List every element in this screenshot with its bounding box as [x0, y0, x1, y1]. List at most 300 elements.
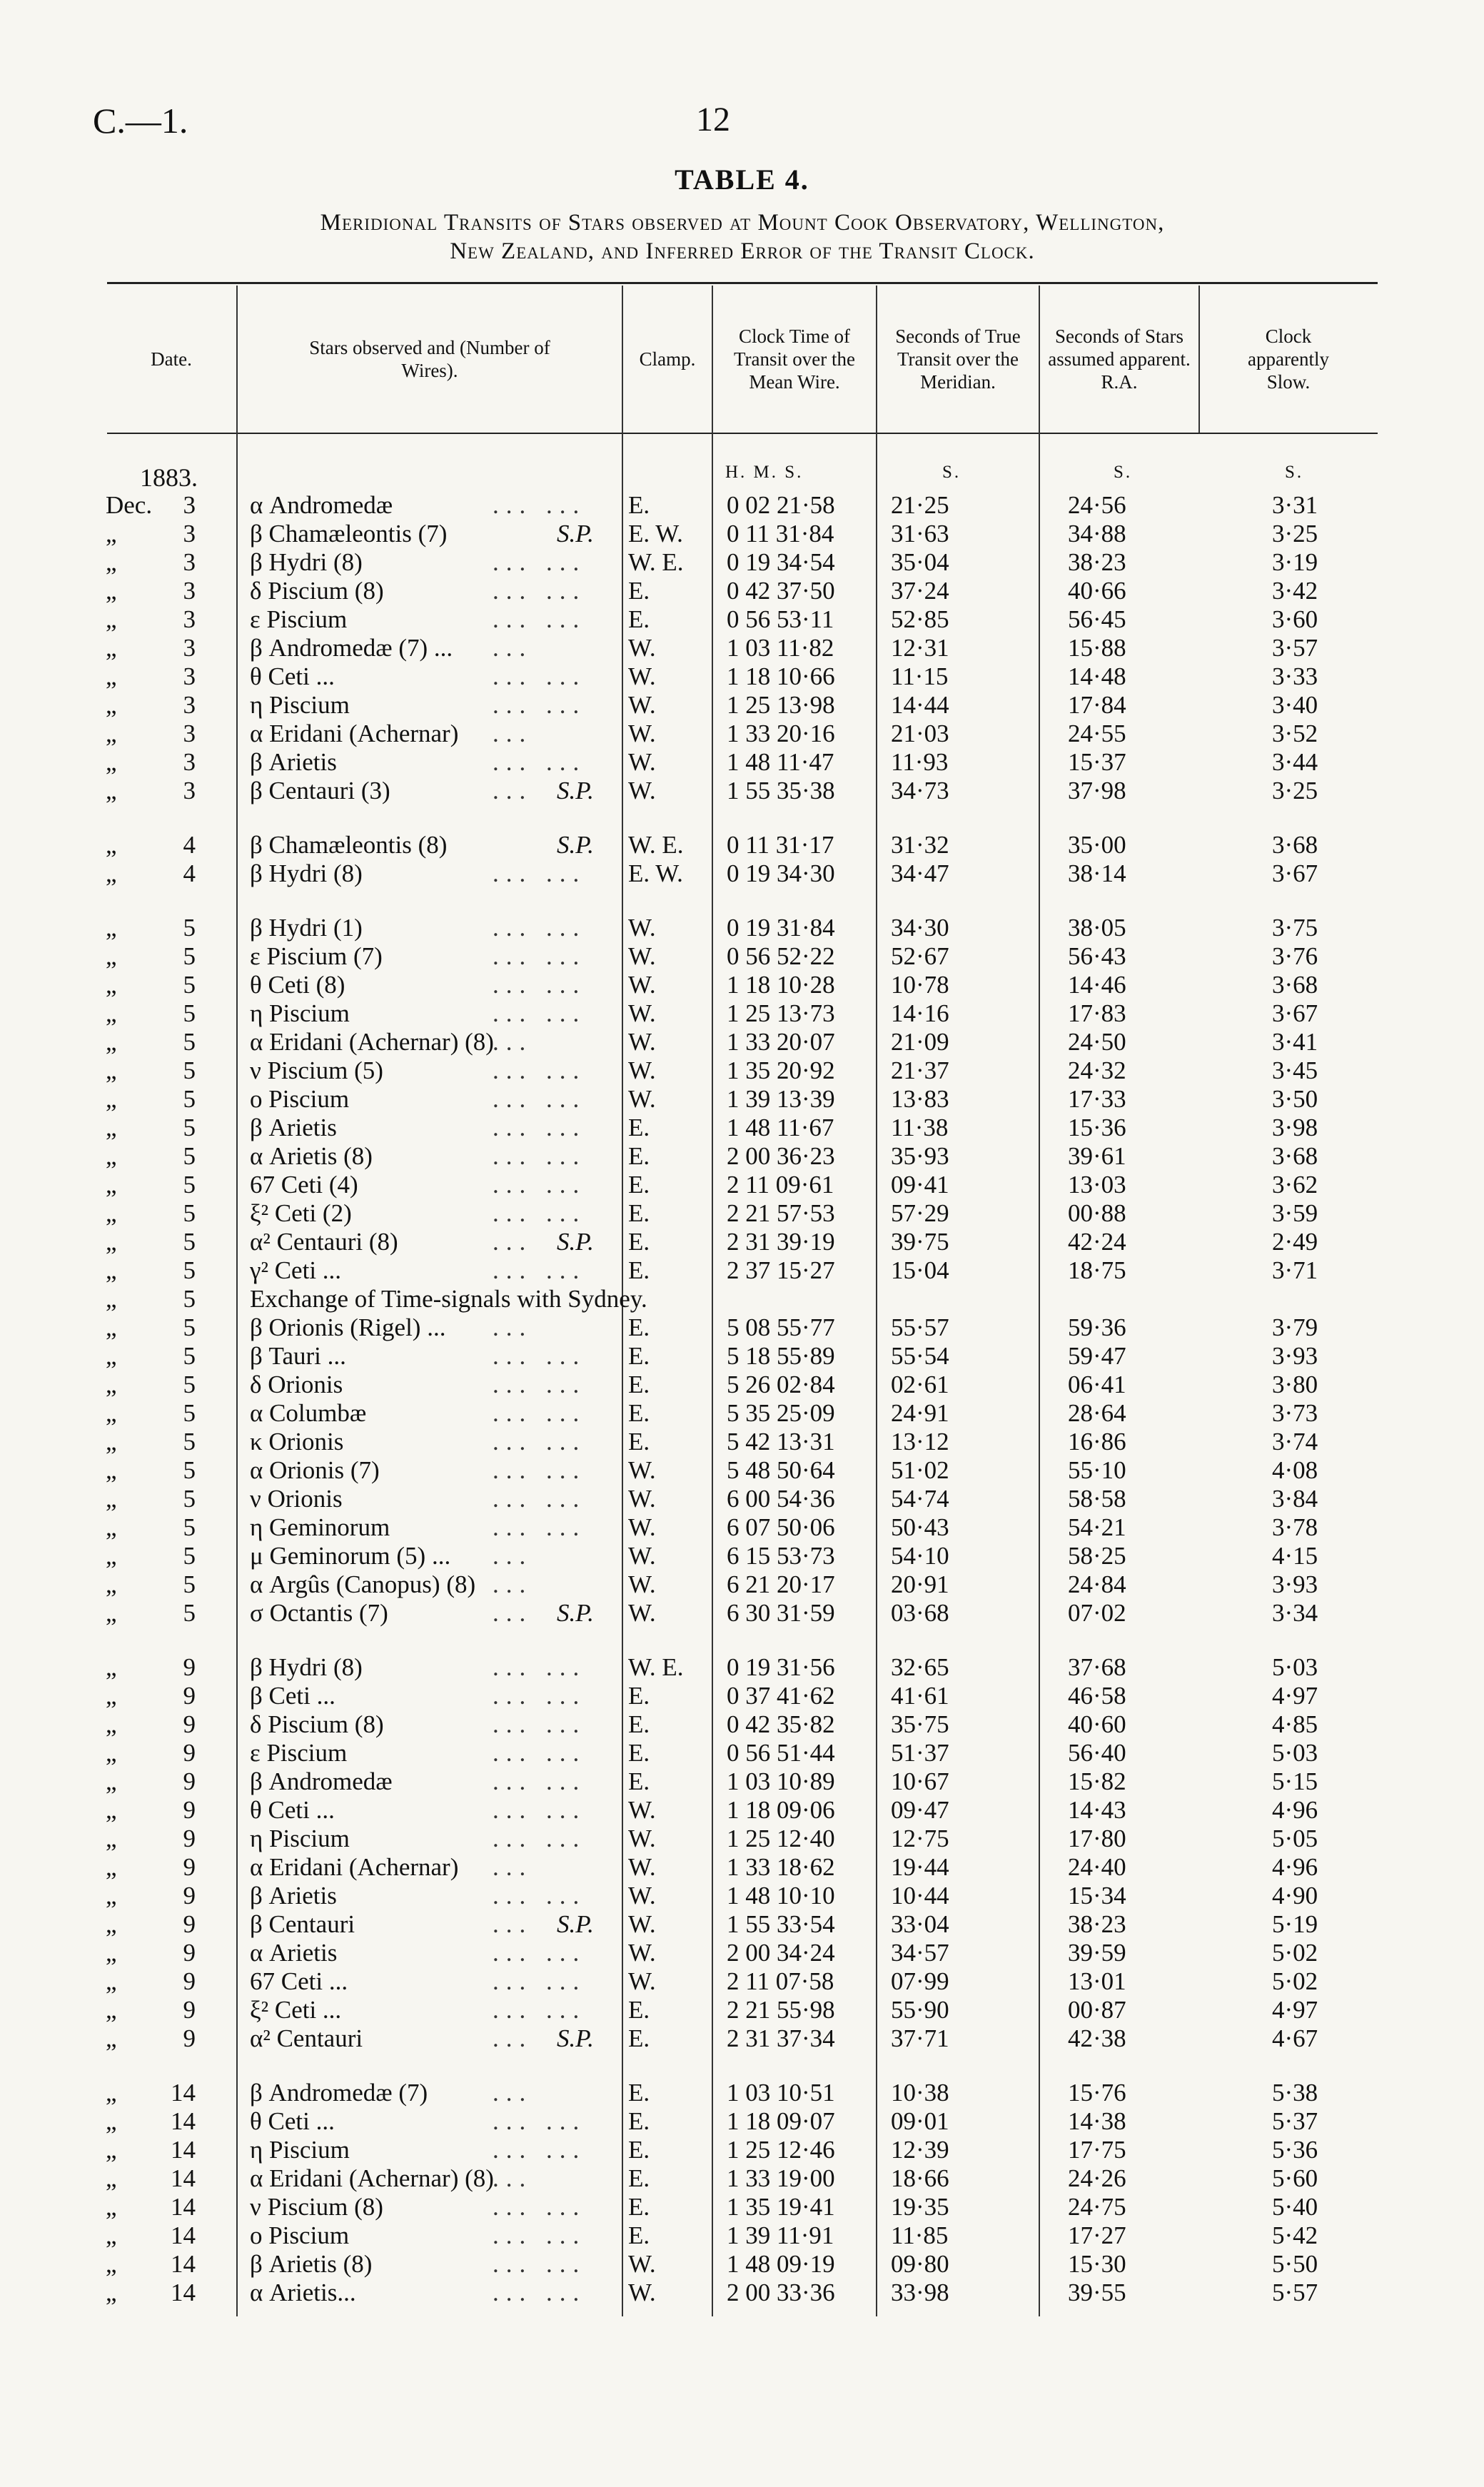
row-star: β Arietis — [250, 1882, 337, 1910]
row-day: 9 — [183, 1967, 196, 1995]
row-clock-slow: 3·41 — [1272, 1028, 1318, 1056]
row-clock-time: 1 25 13·98 — [727, 691, 835, 719]
table-title: TABLE 4. — [675, 163, 809, 196]
row-star: β Arietis — [250, 1114, 337, 1141]
row-clamp: E. — [628, 1399, 650, 1427]
row-day: 5 — [183, 1599, 196, 1627]
table-row — [0, 2193, 1484, 2221]
units-slow: S. — [1285, 463, 1304, 482]
row-clamp: W. — [628, 1542, 656, 1570]
row-month: Dec. — [106, 491, 153, 519]
table-header-rule — [107, 433, 1378, 434]
row-clamp: E. — [628, 491, 650, 519]
row-day: 5 — [183, 1256, 196, 1284]
row-clamp: E. — [628, 1710, 650, 1738]
row-clock-slow: 3·44 — [1272, 748, 1318, 776]
row-clock-slow: 4·85 — [1272, 1710, 1318, 1738]
row-clamp: E. W. — [628, 520, 683, 548]
row-assumed-ra: 28·64 — [1068, 1399, 1126, 1427]
row-month: „ — [106, 1285, 117, 1313]
row-true-transit: 21·37 — [891, 1056, 949, 1084]
row-month: „ — [106, 1825, 117, 1852]
row-clock-time: 1 18 09·06 — [727, 1796, 835, 1824]
row-month: „ — [106, 1853, 117, 1881]
row-leader-dots: ... ... — [493, 1142, 587, 1170]
row-day: 5 — [183, 1513, 196, 1541]
row-leader-dots: ... ... — [493, 691, 587, 719]
row-clock-time: 2 37 15·27 — [727, 1256, 835, 1284]
row-day: 3 — [183, 662, 196, 690]
row-clamp: W. — [628, 2250, 656, 2278]
table-row — [0, 859, 1484, 888]
row-clock-time: 2 31 37·34 — [727, 2024, 835, 2052]
table-row — [0, 971, 1484, 999]
table-row — [0, 2250, 1484, 2279]
row-day: 5 — [183, 1028, 196, 1056]
row-leader-dots: ... ... — [493, 1882, 587, 1910]
row-leader-dots: ... ... — [493, 1682, 587, 1710]
row-clamp: W. — [628, 1882, 656, 1910]
row-star: η Geminorum — [250, 1513, 390, 1541]
row-leader-dots: ... — [493, 1028, 533, 1056]
row-star: α Eridani (Achernar) (8) — [250, 2164, 494, 2192]
row-clamp: W. — [628, 2279, 656, 2306]
row-clock-slow: 3·31 — [1272, 491, 1318, 519]
row-month: „ — [106, 1085, 117, 1113]
row-clamp: W. — [628, 1570, 656, 1598]
row-clock-slow: 3·74 — [1272, 1428, 1318, 1456]
row-true-transit: 50·43 — [891, 1513, 949, 1541]
row-star: θ Ceti ... — [250, 2107, 335, 2135]
row-day: 14 — [171, 2193, 196, 2221]
row-clock-slow: 3·45 — [1272, 1056, 1318, 1084]
row-month: „ — [106, 577, 117, 605]
row-clock-time: 0 19 34·30 — [727, 859, 835, 887]
table-row — [0, 1653, 1484, 1682]
row-true-transit: 11·15 — [891, 662, 949, 690]
row-clock-slow: 5·03 — [1272, 1653, 1318, 1681]
row-true-transit: 07·99 — [891, 1967, 949, 1995]
row-clock-slow: 5·36 — [1272, 2136, 1318, 2164]
row-clock-time: 1 03 10·51 — [727, 2079, 835, 2107]
row-assumed-ra: 59·36 — [1068, 1313, 1126, 1341]
row-assumed-ra: 00·87 — [1068, 1996, 1126, 2024]
table-row — [0, 777, 1484, 805]
row-clock-time: 2 11 09·61 — [727, 1171, 834, 1199]
row-clamp: E. — [628, 1114, 650, 1141]
row-true-transit: 34·57 — [891, 1939, 949, 1967]
row-clamp: E. — [628, 1142, 650, 1170]
row-leader-dots: ... ... — [493, 859, 587, 887]
row-star: α Arietis... — [250, 2279, 356, 2306]
row-day: 14 — [171, 2164, 196, 2192]
row-assumed-ra: 24·26 — [1068, 2164, 1126, 2192]
row-day: 5 — [183, 1485, 196, 1513]
row-month: „ — [106, 1114, 117, 1141]
column-header-assumed-ra: Seconds of Stars assumed apparent. R.A. — [1048, 326, 1191, 393]
row-month: „ — [106, 605, 117, 633]
table-caption — [107, 208, 1378, 266]
table-top-rule — [107, 282, 1378, 284]
row-assumed-ra: 34·88 — [1068, 520, 1126, 548]
row-star: α Arietis (8) — [250, 1142, 373, 1170]
row-leader-dots: ... ... — [493, 748, 587, 776]
row-star: δ Orionis — [250, 1371, 343, 1398]
units-ra: S. — [1114, 463, 1133, 482]
row-clock-time: 0 19 34·54 — [727, 548, 835, 576]
row-month: „ — [106, 1767, 117, 1795]
row-leader-dots: ... — [493, 2024, 533, 2052]
table-row — [0, 548, 1484, 577]
row-clock-time: 0 37 41·62 — [727, 1682, 835, 1710]
row-day: 14 — [171, 2079, 196, 2107]
row-true-transit: 21·09 — [891, 1028, 949, 1056]
row-clock-time: 1 48 11·47 — [727, 748, 834, 776]
row-leader-dots: ... ... — [493, 1939, 587, 1967]
row-leader-dots: ... ... — [493, 2136, 587, 2164]
row-assumed-ra: 24·84 — [1068, 1570, 1126, 1598]
row-sub-polar: S.P. — [557, 1228, 594, 1256]
row-clock-slow: 3·68 — [1272, 831, 1318, 859]
row-assumed-ra: 24·55 — [1068, 720, 1126, 747]
row-leader-dots: ... ... — [493, 1456, 587, 1484]
row-clock-slow: 3·57 — [1272, 634, 1318, 662]
row-clamp: W. E. — [628, 831, 684, 859]
table-row — [0, 1882, 1484, 1910]
row-true-transit: 35·75 — [891, 1710, 949, 1738]
row-day: 14 — [171, 2250, 196, 2278]
row-leader-dots: ... — [493, 1570, 533, 1598]
row-assumed-ra: 42·24 — [1068, 1228, 1126, 1256]
row-clamp: W. — [628, 1910, 656, 1938]
row-day: 5 — [183, 1142, 196, 1170]
row-true-transit: 12·39 — [891, 2136, 949, 2164]
table-row — [0, 1542, 1484, 1570]
row-month: „ — [106, 1399, 117, 1427]
row-clock-slow: 3·67 — [1272, 859, 1318, 887]
row-clock-slow: 2·49 — [1272, 1228, 1318, 1256]
row-assumed-ra: 58·25 — [1068, 1542, 1126, 1570]
row-clamp: E. — [628, 1256, 650, 1284]
row-assumed-ra: 39·61 — [1068, 1142, 1126, 1170]
row-month: „ — [106, 634, 117, 662]
row-month: „ — [106, 1142, 117, 1170]
row-leader-dots: ... ... — [493, 1114, 587, 1141]
row-day: 9 — [183, 1796, 196, 1824]
row-true-transit: 14·16 — [891, 999, 949, 1027]
row-leader-dots: ... ... — [493, 1171, 587, 1199]
row-clamp: W. — [628, 1939, 656, 1967]
row-true-transit: 31·32 — [891, 831, 949, 859]
table-row — [0, 1285, 1484, 1313]
row-clock-slow: 3·73 — [1272, 1399, 1318, 1427]
row-day: 9 — [183, 2024, 196, 2052]
row-month: „ — [106, 2221, 117, 2249]
row-day: 5 — [183, 971, 196, 999]
row-clamp: E. — [628, 2193, 650, 2221]
row-star: θ Ceti ... — [250, 1796, 335, 1824]
row-star: α Arietis — [250, 1939, 338, 1967]
row-clamp: W. — [628, 1456, 656, 1484]
row-leader-dots: ... ... — [493, 1485, 587, 1513]
row-clamp: E. — [628, 1428, 650, 1456]
row-assumed-ra: 42·38 — [1068, 2024, 1126, 2052]
table-row — [0, 1456, 1484, 1485]
row-star: ε Piscium (7) — [250, 942, 383, 970]
row-star: β Andromedæ (7) — [250, 2079, 428, 2107]
row-clamp: W. — [628, 1825, 656, 1852]
row-star: β Hydri (8) — [250, 859, 363, 887]
table-row — [0, 2164, 1484, 2193]
row-assumed-ra: 54·21 — [1068, 1513, 1126, 1541]
row-note: Exchange of Time-signals with Sydney. — [250, 1285, 647, 1313]
table-row — [0, 748, 1484, 777]
row-clock-slow: 3·19 — [1272, 548, 1318, 576]
row-day: 4 — [183, 831, 196, 859]
row-clock-time: 6 07 50·06 — [727, 1513, 835, 1541]
row-month: „ — [106, 1996, 117, 2024]
row-clamp: E. — [628, 1682, 650, 1710]
row-assumed-ra: 13·03 — [1068, 1171, 1126, 1199]
row-clock-time: 0 56 51·44 — [727, 1739, 835, 1767]
row-assumed-ra: 13·01 — [1068, 1967, 1126, 1995]
row-month: „ — [106, 1371, 117, 1398]
row-month: „ — [106, 999, 117, 1027]
row-month: „ — [106, 1967, 117, 1995]
row-assumed-ra: 58·58 — [1068, 1485, 1126, 1513]
column-header-date: Date. — [151, 348, 192, 370]
row-assumed-ra: 14·46 — [1068, 971, 1126, 999]
row-clock-slow: 3·68 — [1272, 1142, 1318, 1170]
row-clamp: W. — [628, 1485, 656, 1513]
row-assumed-ra: 15·36 — [1068, 1114, 1126, 1141]
row-assumed-ra: 18·75 — [1068, 1256, 1126, 1284]
units-clock: H. M. S. — [725, 463, 804, 482]
row-true-transit: 11·38 — [891, 1114, 949, 1141]
row-true-transit: 12·75 — [891, 1825, 949, 1852]
row-clamp: E. — [628, 1739, 650, 1767]
row-star: β Arietis — [250, 748, 337, 776]
row-true-transit: 52·85 — [891, 605, 949, 633]
row-true-transit: 32·65 — [891, 1653, 949, 1681]
row-clock-slow: 3·25 — [1272, 777, 1318, 804]
row-clock-time: 1 35 20·92 — [727, 1056, 835, 1084]
row-clamp: E. — [628, 1996, 650, 2024]
row-clock-time: 2 00 34·24 — [727, 1939, 835, 1967]
table-row — [0, 1399, 1484, 1428]
row-leader-dots: ... ... — [493, 914, 587, 942]
row-sub-polar: S.P. — [557, 520, 594, 548]
row-day: 14 — [171, 2221, 196, 2249]
row-clock-time: 6 15 53·73 — [727, 1542, 835, 1570]
row-leader-dots: ... ... — [493, 1513, 587, 1541]
row-true-transit: 18·66 — [891, 2164, 949, 2192]
row-assumed-ra: 15·30 — [1068, 2250, 1126, 2278]
row-day: 4 — [183, 859, 196, 887]
row-clamp: W. — [628, 999, 656, 1027]
row-star: α² Centauri (8) — [250, 1228, 398, 1256]
row-day: 5 — [183, 1114, 196, 1141]
row-clock-slow: 5·60 — [1272, 2164, 1318, 2192]
row-assumed-ra: 38·14 — [1068, 859, 1126, 887]
row-true-transit: 55·90 — [891, 1996, 949, 2024]
row-leader-dots: ... ... — [493, 577, 587, 605]
row-clock-time: 5 18 55·89 — [727, 1342, 835, 1370]
row-assumed-ra: 15·34 — [1068, 1882, 1126, 1910]
row-clock-slow: 3·62 — [1272, 1171, 1318, 1199]
row-clamp: W. — [628, 1967, 656, 1995]
row-clock-slow: 5·05 — [1272, 1825, 1318, 1852]
table-row — [0, 1513, 1484, 1542]
table-row — [0, 1682, 1484, 1710]
row-true-transit: 09·01 — [891, 2107, 949, 2135]
row-month: „ — [106, 1739, 117, 1767]
row-clamp: E. — [628, 2136, 650, 2164]
row-assumed-ra: 56·40 — [1068, 1739, 1126, 1767]
row-month: „ — [106, 1028, 117, 1056]
row-day: 9 — [183, 1739, 196, 1767]
row-true-transit: 37·71 — [891, 2024, 949, 2052]
row-leader-dots: ... — [493, 777, 533, 804]
row-clock-time: 2 00 36·23 — [727, 1142, 835, 1170]
column-divider — [1198, 286, 1200, 433]
row-clock-time: 0 19 31·56 — [727, 1653, 835, 1681]
row-star: η Piscium — [250, 999, 350, 1027]
column-header-clock-slow: Clock apparently Slow. — [1248, 326, 1329, 393]
row-clock-slow: 3·71 — [1272, 1256, 1318, 1284]
row-assumed-ra: 24·50 — [1068, 1028, 1126, 1056]
row-clock-slow: 3·98 — [1272, 1114, 1318, 1141]
row-month: „ — [106, 1796, 117, 1824]
row-true-transit: 35·93 — [891, 1142, 949, 1170]
table-row — [0, 662, 1484, 691]
row-assumed-ra: 17·27 — [1068, 2221, 1126, 2249]
row-day: 9 — [183, 1825, 196, 1852]
row-day: 14 — [171, 2279, 196, 2306]
table-row — [0, 1056, 1484, 1085]
row-true-transit: 51·37 — [891, 1739, 949, 1767]
row-leader-dots: ... ... — [493, 1199, 587, 1227]
row-star: β Andromedæ (7) ... — [250, 634, 453, 662]
row-month: „ — [106, 1570, 117, 1598]
table-row — [0, 2079, 1484, 2107]
row-month: „ — [106, 2164, 117, 2192]
row-clock-time: 5 42 13·31 — [727, 1428, 835, 1456]
row-month: „ — [106, 1682, 117, 1710]
table-row — [0, 2136, 1484, 2164]
row-day: 5 — [183, 914, 196, 942]
row-leader-dots: ... ... — [493, 1710, 587, 1738]
row-clock-time: 1 39 13·39 — [727, 1085, 835, 1113]
row-clock-time: 0 02 21·58 — [727, 491, 835, 519]
row-clock-time: 5 48 50·64 — [727, 1456, 835, 1484]
table-row — [0, 1371, 1484, 1399]
row-day: 3 — [183, 577, 196, 605]
row-leader-dots: ... ... — [493, 1996, 587, 2024]
row-month: „ — [106, 914, 117, 942]
row-star: η Piscium — [250, 1825, 350, 1852]
row-leader-dots: ... ... — [493, 1056, 587, 1084]
row-month: „ — [106, 1313, 117, 1341]
row-leader-dots: ... ... — [493, 999, 587, 1027]
table-row — [0, 634, 1484, 662]
table-row — [0, 1796, 1484, 1825]
row-leader-dots: ... — [493, 2164, 533, 2192]
table-row — [0, 1142, 1484, 1171]
row-true-transit: 21·25 — [891, 491, 949, 519]
row-month: „ — [106, 548, 117, 576]
row-clock-time: 1 35 19·41 — [727, 2193, 835, 2221]
row-leader-dots: ... ... — [493, 2221, 587, 2249]
row-month: „ — [106, 691, 117, 719]
row-clamp: E. W. — [628, 859, 683, 887]
row-day: 3 — [183, 748, 196, 776]
table-row — [0, 1739, 1484, 1767]
row-true-transit: 10·67 — [891, 1767, 949, 1795]
row-leader-dots: ... — [493, 1853, 533, 1881]
row-assumed-ra: 15·76 — [1068, 2079, 1126, 2107]
row-clock-slow: 3·78 — [1272, 1513, 1318, 1541]
row-clock-time: 1 55 35·38 — [727, 777, 835, 804]
row-leader-dots: ... ... — [493, 1428, 587, 1456]
row-day: 5 — [183, 1228, 196, 1256]
row-true-transit: 54·74 — [891, 1485, 949, 1513]
row-assumed-ra: 59·47 — [1068, 1342, 1126, 1370]
table-row — [0, 605, 1484, 634]
row-leader-dots: ... — [493, 1910, 533, 1938]
row-leader-dots: ... ... — [493, 1085, 587, 1113]
row-true-transit: 10·44 — [891, 1882, 949, 1910]
row-assumed-ra: 15·82 — [1068, 1767, 1126, 1795]
row-day: 9 — [183, 1996, 196, 2024]
column-header-clock-time: Clock Time of Transit over the Mean Wire. — [734, 326, 855, 393]
row-month: „ — [106, 2136, 117, 2164]
row-leader-dots: ... ... — [493, 1399, 587, 1427]
row-clamp: E. — [628, 2079, 650, 2107]
row-day: 5 — [183, 999, 196, 1027]
row-true-transit: 03·68 — [891, 1599, 949, 1627]
table-row — [0, 831, 1484, 859]
row-clock-slow: 3·60 — [1272, 605, 1318, 633]
row-clamp: W. — [628, 1853, 656, 1881]
row-leader-dots: ... — [493, 1228, 533, 1256]
row-true-transit: 55·54 — [891, 1342, 949, 1370]
row-day: 5 — [183, 1285, 196, 1313]
row-star: β Centauri — [250, 1910, 355, 1938]
row-star: β Ceti ... — [250, 1682, 335, 1710]
row-clock-slow: 5·50 — [1272, 2250, 1318, 2278]
row-month: „ — [106, 1513, 117, 1541]
row-clock-slow: 5·19 — [1272, 1910, 1318, 1938]
table-row — [0, 2221, 1484, 2250]
row-true-transit: 09·80 — [891, 2250, 949, 2278]
table-row — [0, 1342, 1484, 1371]
row-month: „ — [106, 942, 117, 970]
row-month: „ — [106, 1542, 117, 1570]
row-clock-slow: 4·97 — [1272, 1996, 1318, 2024]
table-row — [0, 1767, 1484, 1796]
row-day: 3 — [183, 520, 196, 548]
row-star: β Hydri (8) — [250, 1653, 363, 1681]
row-month: „ — [106, 1910, 117, 1938]
row-clock-time: 0 56 53·11 — [727, 605, 834, 633]
row-star: β Andromedæ — [250, 1767, 393, 1795]
column-header-true-transit: Seconds of True Transit over the Meridian. — [895, 326, 1021, 393]
table-row — [0, 2024, 1484, 2053]
row-assumed-ra: 46·58 — [1068, 1682, 1126, 1710]
row-clock-slow: 3·25 — [1272, 520, 1318, 548]
row-leader-dots: ... — [493, 1542, 533, 1570]
